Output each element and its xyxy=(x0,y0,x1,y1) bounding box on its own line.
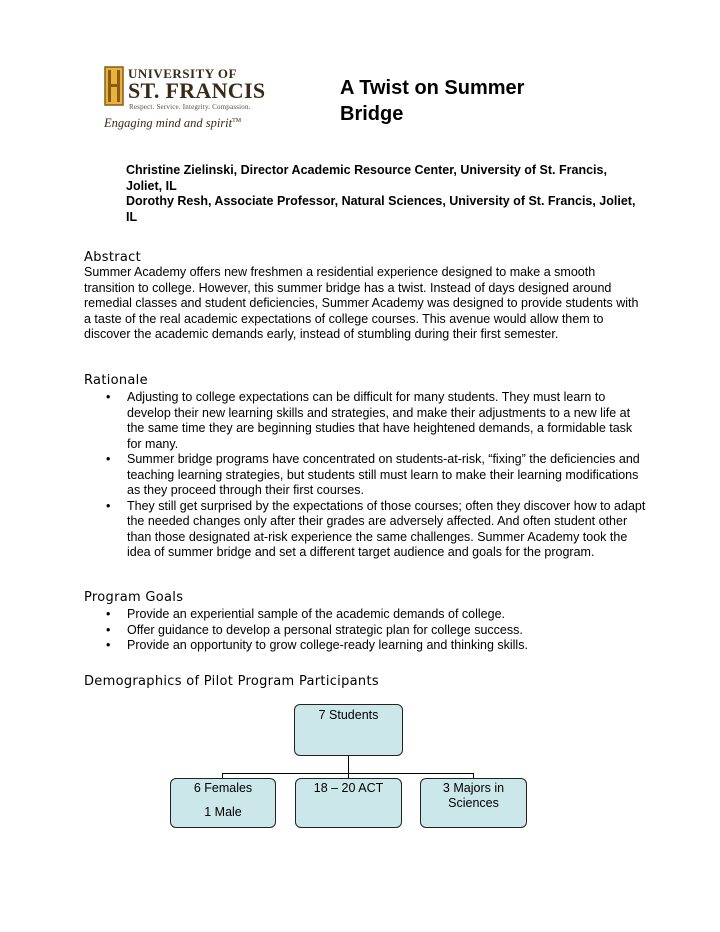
list-item-text: They still get surprised by the expectations of those courses; often they discover how to adapt the needed changes only after their grades are adversely affected. And often student other than those designated at-risk experience the same challenges. Summer Academy took the idea of summer bridge and set a different target audience and goals for the program. xyxy=(127,498,646,559)
list-item-text: Adjusting to college expectations can be difficult for many students. They must learn to develop their new learning skills and strategies, and make their adjustments to a new life at the same time they are beginning studies that have heightened demands, a formidable task for many. xyxy=(127,390,633,451)
org-root-label: 7 Students xyxy=(318,708,379,722)
demographics-heading: Demographics of Pilot Program Participants xyxy=(84,674,379,689)
list-item xyxy=(106,607,646,623)
logo-tagline xyxy=(104,116,241,131)
goals-list xyxy=(106,607,646,654)
university-logo xyxy=(104,64,274,136)
list-item xyxy=(106,623,646,639)
bullet: • xyxy=(106,498,111,513)
list-item-text: Offer guidance to develop a personal strategic plan for college success. xyxy=(127,622,523,637)
page-title: A Twist on Summer Bridge xyxy=(340,77,525,125)
org-child-line: 6 Females xyxy=(193,781,253,795)
rationale-heading: Rationale xyxy=(84,373,148,388)
org-child-line: 3 Majors in xyxy=(442,781,505,795)
tagline-text: Engaging mind and spirit xyxy=(104,116,233,130)
author-2: Dorothy Resh, Associate Professor, Natural Sciences, University of St. Francis, Joliet, IL xyxy=(126,194,636,224)
list-item-text: Provide an experiential sample of the academic demands of college. xyxy=(127,607,505,621)
bullet: • xyxy=(106,638,111,652)
authors xyxy=(126,163,646,225)
org-connector-vertical xyxy=(348,756,349,774)
bullet: • xyxy=(106,607,111,621)
logo-values: Respect. Service. Integrity. Compassion. xyxy=(129,103,251,111)
org-child-box-majors xyxy=(420,778,527,828)
org-child-box-act xyxy=(295,778,402,828)
list-item xyxy=(106,452,646,499)
list-item-text: Provide an opportunity to grow college-ready learning and thinking skills. xyxy=(127,638,528,652)
trademark: TM xyxy=(232,117,242,124)
list-item xyxy=(106,390,646,452)
abstract-text: Summer Academy offers new freshmen a residential experience designed to make a smooth transition to college. However, this summer bridge has a twist. Instead of days designed around remedial classes and student deficiencies, Summer Academy was designed to provide students with a taste of the real academic expectations of college courses. This avenue would allow them to discover the academic demands early, instead of stumbling during their first semester. xyxy=(84,265,639,341)
org-child-box-gender xyxy=(170,778,276,828)
list-item-text: Summer bridge programs have concentrated on students-at-risk, “fixing” the deficiencies and teaching learning strategies, but students still must learn to make their learning modifications as they proceed through their first courses. xyxy=(127,452,640,497)
goals-heading: Program Goals xyxy=(84,590,184,605)
list-item xyxy=(106,499,646,561)
org-child-line: Sciences xyxy=(448,796,499,810)
bullet: • xyxy=(106,390,111,404)
rationale-list xyxy=(106,390,646,561)
org-child-line: 18 – 20 ACT xyxy=(313,781,384,795)
org-child-line: 1 Male xyxy=(204,805,242,819)
logo-university-of: UNIVERSITY OF xyxy=(128,66,237,81)
bullet: • xyxy=(106,622,111,637)
author-1: Christine Zielinski, Director Academic Resource Center, University of St. Francis, Joliet, IL xyxy=(126,163,607,193)
crest-icon xyxy=(104,66,124,106)
abstract-heading: Abstract xyxy=(84,250,141,265)
org-root-box xyxy=(294,704,403,756)
list-item xyxy=(106,638,646,654)
bullet: • xyxy=(106,452,111,466)
logo-st-francis: ST. FRANCIS xyxy=(128,78,266,103)
